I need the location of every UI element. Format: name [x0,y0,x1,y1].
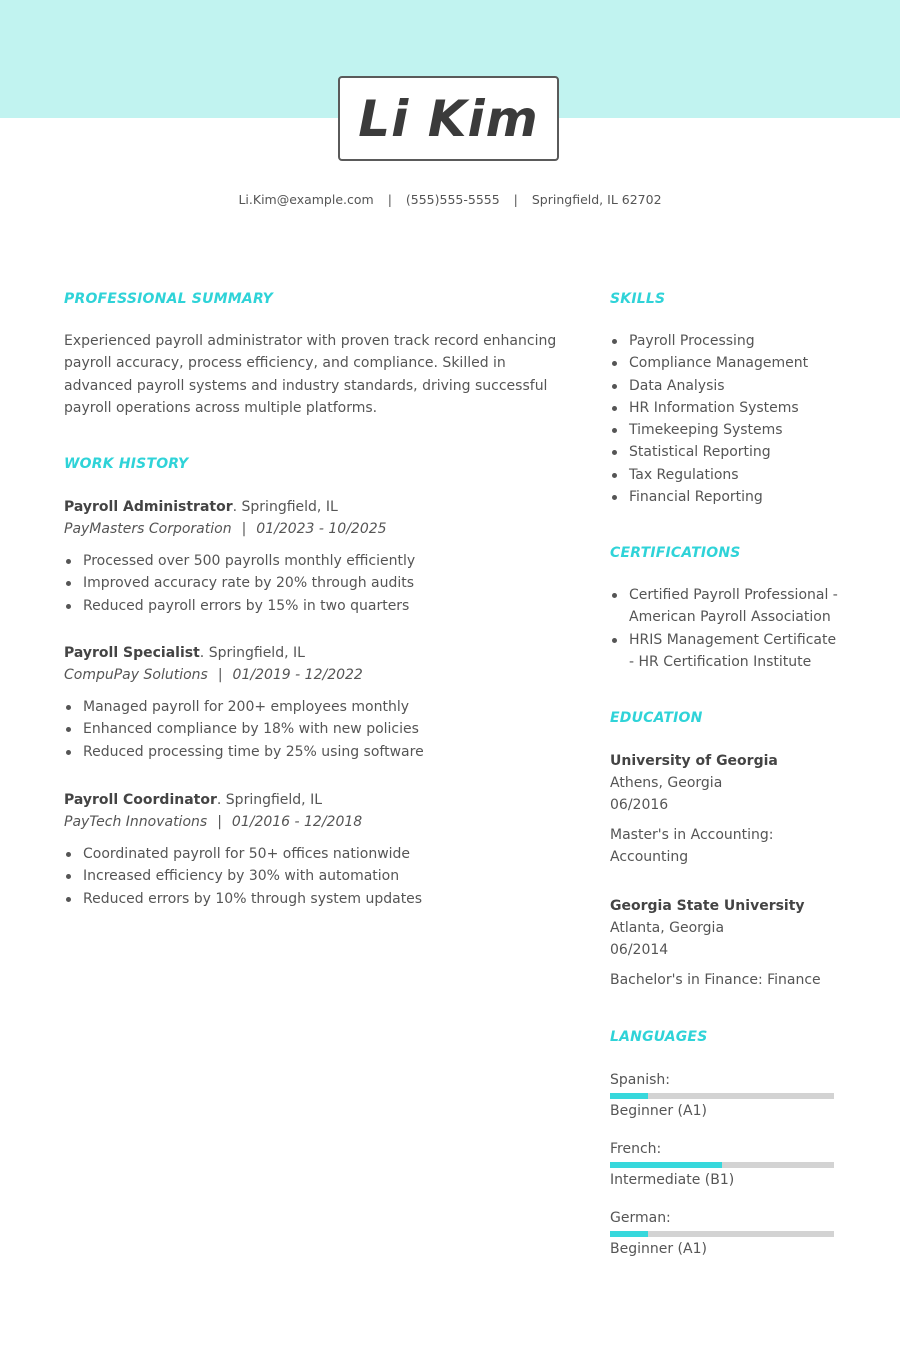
job-title: Payroll Coordinator [64,792,217,808]
job-location: . Springfield, IL [232,499,338,515]
job-separator: | [217,667,223,683]
language-level: Beginner (A1) [610,1103,707,1119]
skill-item: Data Analysis [610,375,850,397]
education-entry [610,895,850,991]
language-level: Beginner (A1) [610,1241,707,1257]
job-dates: 01/2016 - 12/2018 [231,814,363,830]
job-bullet: Improved accuracy rate by 20% through audits [64,572,564,594]
skill-item: Statistical Reporting [610,441,850,463]
skill-item: Timekeeping Systems [610,419,850,441]
school-date: 06/2016 [610,797,669,813]
skill-item: Compliance Management [610,352,850,374]
language-entry [610,1207,834,1260]
job-bullets [64,696,564,763]
job-bullet: Processed over 500 payrolls monthly efficiently [64,550,564,572]
job-bullet: Reduced payroll errors by 15% in two quarters [64,595,564,617]
summary-heading: PROFESSIONAL SUMMARY [64,291,273,307]
language-proficiency-bar [610,1231,834,1237]
job-bullet: Reduced errors by 10% through system updates [64,888,564,910]
skill-item: Tax Regulations [610,464,850,486]
education-entry [610,750,850,868]
education-heading: EDUCATION [610,710,703,726]
language-proficiency-bar [610,1162,834,1168]
language-proficiency-fill [610,1162,722,1168]
language-entry [610,1138,834,1191]
job-location: . Springfield, IL [216,792,323,808]
job-location: . Springfield, IL [199,645,305,661]
job-separator: | [241,521,247,537]
language-entry [610,1069,834,1122]
phone-number: (555)555-5555 [405,192,500,207]
school-name: Georgia State University [610,898,805,914]
language-name: French: [610,1141,662,1157]
job-company: PayTech Innovations [64,814,208,830]
job-title: Payroll Administrator [64,499,233,515]
certification-item: HRIS Management Certificate - HR Certification Institute [610,629,845,674]
certifications-heading: CERTIFICATIONS [610,545,741,561]
degree: Master's in Accounting: Accounting [610,827,774,865]
job-entry [64,789,564,910]
summary-text: Experienced payroll administrator with proven track record enhancing payroll accuracy, process efficiency, and compliance. Skilled in advanced payroll systems and industry standards, driving successful payroll operations across multiple platforms. [64,333,557,416]
job-bullet: Increased efficiency by 30% with automation [64,865,564,887]
skill-item: HR Information Systems [610,397,850,419]
job-bullet: Reduced processing time by 25% using software [64,741,564,763]
language-proficiency-bar [610,1093,834,1099]
job-separator: | [217,814,222,830]
skill-item: Financial Reporting [610,486,850,508]
certification-item: Certified Payroll Professional - American Payroll Association [610,584,845,629]
language-proficiency-fill [610,1093,648,1099]
languages-heading: LANGUAGES [610,1029,708,1045]
school-date: 06/2014 [610,942,669,958]
job-bullet: Managed payroll for 200+ employees monthly [64,696,564,718]
language-level: Intermediate (B1) [610,1172,735,1188]
job-dates: 01/2019 - 12/2022 [232,667,363,683]
contact-line [0,192,900,207]
language-proficiency-fill [610,1231,648,1237]
job-title: Payroll Specialist [64,645,200,661]
job-company: PayMasters Corporation [64,521,232,537]
job-entry [64,496,564,617]
school-name: University of Georgia [610,753,778,769]
address: Springfield, IL 62702 [531,192,662,207]
contact-separator: | [513,192,518,207]
certifications-list [610,584,845,673]
language-name: German: [610,1210,671,1226]
skill-item: Payroll Processing [610,330,850,352]
job-bullets [64,550,564,617]
contact-separator: | [387,192,392,207]
name-box [338,76,559,161]
job-bullet: Coordinated payroll for 50+ offices nationwide [64,843,564,865]
job-entry [64,642,564,763]
language-name: Spanish: [610,1072,670,1088]
work-history-heading: WORK HISTORY [64,456,189,472]
degree: Bachelor's in Finance: Finance [610,972,821,988]
job-bullet: Enhanced compliance by 18% with new policies [64,718,564,740]
skills-list [610,330,850,508]
candidate-name: Li Kim [358,89,539,148]
school-location: Athens, Georgia [610,775,723,791]
email-link[interactable]: Li.Kim@example.com [238,192,374,207]
job-bullets [64,843,564,910]
job-dates: 01/2023 - 10/2025 [256,521,387,537]
job-company: CompuPay Solutions [64,667,208,683]
skills-heading: SKILLS [610,291,666,307]
school-location: Atlanta, Georgia [610,920,725,936]
